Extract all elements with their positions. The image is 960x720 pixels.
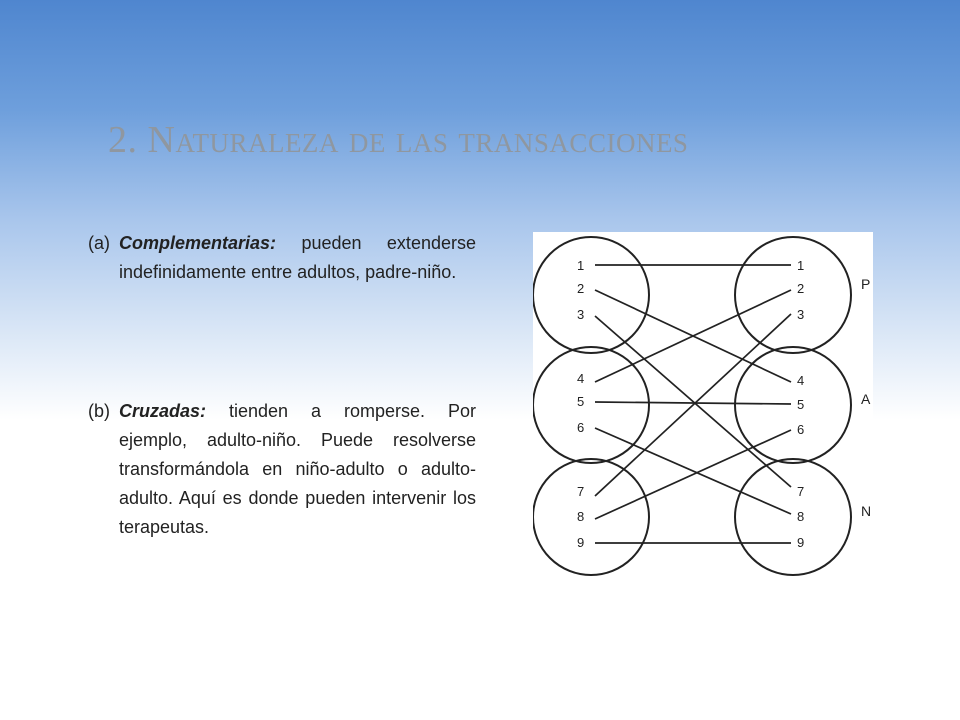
state-label-n: N bbox=[861, 503, 872, 519]
right-child-circle bbox=[735, 459, 851, 575]
left-number: 3 bbox=[577, 307, 585, 322]
item-text: tienden a romperse. Por ejemplo, adulto-niño. Puede resolverse transformándola en niño-adulto o adulto-adulto. Aquí es donde pueden intervenir los terapeutas. bbox=[119, 401, 476, 537]
left-number: 7 bbox=[577, 484, 585, 499]
right-number: 2 bbox=[797, 281, 805, 296]
left-number: 8 bbox=[577, 509, 585, 524]
connection-line bbox=[595, 402, 791, 404]
right-number: 3 bbox=[797, 307, 805, 322]
connection-line bbox=[595, 430, 791, 519]
left-child-circle bbox=[533, 459, 649, 575]
right-number: 8 bbox=[797, 509, 805, 524]
connection-line bbox=[595, 428, 791, 514]
item-keyword: Complementarias: bbox=[119, 233, 277, 253]
state-label-p: P bbox=[861, 276, 871, 292]
item-complementarias bbox=[88, 229, 476, 287]
right-parent-circle bbox=[735, 237, 851, 353]
left-parent-circle bbox=[533, 237, 649, 353]
right-number: 1 bbox=[797, 258, 805, 273]
right-number: 5 bbox=[797, 397, 805, 412]
left-number: 6 bbox=[577, 420, 585, 435]
item-marker: (b) bbox=[88, 401, 110, 421]
item-marker: (a) bbox=[88, 233, 110, 253]
right-number: 6 bbox=[797, 422, 805, 437]
item-text: pueden extenderse indefinidamente entre adultos, padre-niño. bbox=[119, 233, 476, 282]
left-number: 9 bbox=[577, 535, 585, 550]
right-number: 4 bbox=[797, 373, 805, 388]
left-number: 1 bbox=[577, 258, 585, 273]
item-cruzadas bbox=[88, 397, 476, 542]
right-number: 9 bbox=[797, 535, 805, 550]
slide-title: 2. Naturaleza de las transacciones bbox=[108, 119, 689, 161]
transaction-diagram bbox=[533, 232, 873, 577]
item-keyword: Cruzadas: bbox=[119, 401, 207, 421]
transaction-diagram-svg bbox=[533, 232, 873, 577]
state-label-a: A bbox=[861, 391, 871, 407]
right-number: 7 bbox=[797, 484, 805, 499]
left-number: 5 bbox=[577, 394, 585, 409]
left-number: 4 bbox=[577, 371, 585, 386]
left-number: 2 bbox=[577, 281, 585, 296]
